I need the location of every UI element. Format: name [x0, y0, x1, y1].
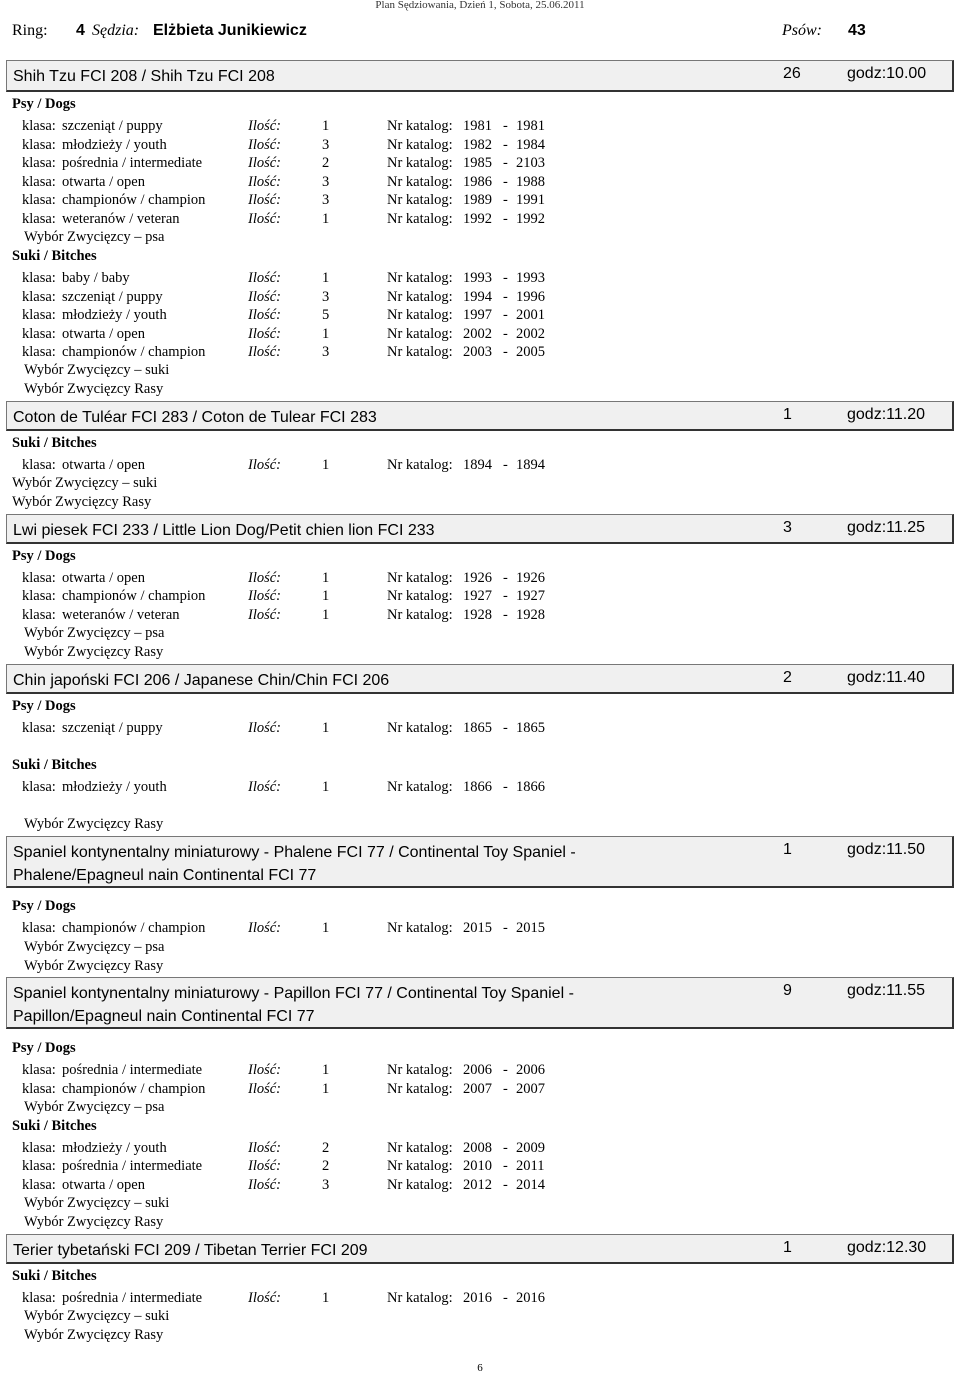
- quantity-label: Ilość:: [248, 211, 282, 227]
- sex-group-heading: Psy / Dogs: [12, 1040, 76, 1056]
- quantity-value: 1: [322, 211, 330, 227]
- klasa-label: klasa:: [22, 289, 56, 305]
- breed-time: godz:11.20: [847, 406, 925, 423]
- catalog-dash: -: [503, 1177, 508, 1193]
- document-title: Plan Sędziowania, Dzień 1, Sobota, 25.06.2011: [375, 0, 585, 11]
- quantity-value: 2: [322, 1140, 330, 1156]
- catalog-to: 2002: [516, 326, 545, 342]
- catalog-to: 1981: [516, 118, 545, 134]
- breed-dog-count: 1: [783, 841, 792, 858]
- klasa-label: klasa:: [22, 920, 56, 936]
- catalog-dash: -: [503, 192, 508, 208]
- catalog-from: 2012: [463, 1177, 492, 1193]
- catalog-from: 1866: [463, 779, 492, 795]
- quantity-value: 5: [322, 307, 330, 323]
- class-name: championów / champion: [62, 588, 206, 604]
- catalog-to: 1926: [516, 570, 545, 586]
- klasa-label: klasa:: [22, 1290, 56, 1306]
- catalog-dash: -: [503, 1290, 508, 1306]
- ring-label: Ring:: [12, 22, 48, 39]
- catalog-label: Nr katalog:: [387, 344, 453, 360]
- class-name: pośrednia / intermediate: [62, 1158, 203, 1174]
- quantity-label: Ilość:: [248, 720, 282, 736]
- catalog-from: 1927: [463, 588, 492, 604]
- breed-dog-count: 1: [783, 1239, 792, 1256]
- quantity-value: 3: [322, 344, 330, 360]
- catalog-to: 2016: [516, 1290, 545, 1306]
- class-name: pośrednia / intermediate: [62, 155, 203, 171]
- class-name: szczeniąt / puppy: [62, 720, 163, 736]
- quantity-value: 1: [322, 270, 330, 286]
- class-name: otwarta / open: [62, 1177, 145, 1193]
- quantity-value: 1: [322, 570, 330, 586]
- quantity-label: Ilość:: [248, 1158, 282, 1174]
- catalog-to: 1993: [516, 270, 545, 286]
- catalog-label: Nr katalog:: [387, 570, 453, 586]
- breed-header: [6, 401, 954, 431]
- class-name: weteranów / veteran: [62, 607, 180, 623]
- class-name: młodzieży / youth: [62, 1140, 167, 1156]
- winner-selection: Wybór Zwycięzcy Rasy: [24, 1327, 164, 1343]
- sex-group-heading: Suki / Bitches: [12, 757, 97, 773]
- sex-group-heading: Psy / Dogs: [12, 548, 76, 564]
- quantity-value: 1: [322, 118, 330, 134]
- judge-label: Sędzia:: [92, 22, 140, 39]
- catalog-dash: -: [503, 118, 508, 134]
- klasa-label: klasa:: [22, 720, 56, 736]
- quantity-label: Ilość:: [248, 192, 282, 208]
- winner-selection: Wybór Zwycięzcy Rasy: [24, 958, 164, 974]
- catalog-from: 2010: [463, 1158, 492, 1174]
- catalog-from: 1865: [463, 720, 492, 736]
- class-name: baby / baby: [62, 270, 130, 286]
- page-header: [12, 18, 952, 46]
- class-name: szczeniąt / puppy: [62, 118, 163, 134]
- sex-group-heading: Suki / Bitches: [12, 248, 97, 264]
- catalog-label: Nr katalog:: [387, 1140, 453, 1156]
- klasa-label: klasa:: [22, 1158, 56, 1174]
- catalog-to: 1928: [516, 607, 545, 623]
- catalog-to: 2015: [516, 920, 545, 936]
- catalog-label: Nr katalog:: [387, 1081, 453, 1097]
- catalog-to: 2011: [516, 1158, 545, 1174]
- catalog-dash: -: [503, 326, 508, 342]
- quantity-label: Ilość:: [248, 118, 282, 134]
- quantity-label: Ilość:: [248, 307, 282, 323]
- catalog-from: 1992: [463, 211, 492, 227]
- catalog-dash: -: [503, 588, 508, 604]
- winner-selection: Wybór Zwycięzcy Rasy: [24, 816, 164, 832]
- class-name: championów / champion: [62, 1081, 206, 1097]
- quantity-label: Ilość:: [248, 270, 282, 286]
- catalog-label: Nr katalog:: [387, 137, 453, 153]
- klasa-label: klasa:: [22, 211, 56, 227]
- klasa-label: klasa:: [22, 1081, 56, 1097]
- winner-selection: Wybór Zwycięzcy – suki: [24, 362, 170, 378]
- klasa-label: klasa:: [22, 307, 56, 323]
- breed-name: Shih Tzu FCI 208 / Shih Tzu FCI 208: [13, 68, 275, 85]
- catalog-from: 1989: [463, 192, 492, 208]
- catalog-dash: -: [503, 920, 508, 936]
- klasa-label: klasa:: [22, 174, 56, 190]
- catalog-label: Nr katalog:: [387, 1158, 453, 1174]
- quantity-label: Ilość:: [248, 326, 282, 342]
- catalog-dash: -: [503, 457, 508, 473]
- class-name: championów / champion: [62, 192, 206, 208]
- catalog-dash: -: [503, 1081, 508, 1097]
- catalog-to: 1996: [516, 289, 545, 305]
- sex-group-heading: Psy / Dogs: [12, 898, 76, 914]
- breed-header: [6, 1234, 954, 1264]
- breed-time: godz:10.00: [847, 65, 927, 82]
- catalog-from: 2003: [463, 344, 492, 360]
- breed-time: godz:11.50: [847, 841, 925, 858]
- class-name: młodzieży / youth: [62, 137, 167, 153]
- catalog-to: 1927: [516, 588, 545, 604]
- sex-group-heading: Suki / Bitches: [12, 435, 97, 451]
- catalog-label: Nr katalog:: [387, 1062, 453, 1078]
- catalog-label: Nr katalog:: [387, 155, 453, 171]
- catalog-dash: -: [503, 344, 508, 360]
- klasa-label: klasa:: [22, 457, 56, 473]
- klasa-label: klasa:: [22, 1140, 56, 1156]
- quantity-value: 2: [322, 155, 330, 171]
- winner-selection: Wybór Zwycięzcy Rasy: [12, 494, 152, 510]
- breed-time: godz:11.55: [847, 982, 925, 999]
- catalog-to: 2005: [516, 344, 545, 360]
- catalog-to: 1992: [516, 211, 545, 227]
- breed-name: Spaniel kontynentalny miniaturowy - Papillon FCI 77 / Continental Toy Spaniel - Papillon/Epagneul nain Continental FCI 77: [13, 985, 574, 1025]
- class-name: pośrednia / intermediate: [62, 1290, 203, 1306]
- klasa-label: klasa:: [22, 137, 56, 153]
- sex-group-heading: Suki / Bitches: [12, 1118, 97, 1134]
- catalog-to: 2014: [516, 1177, 545, 1193]
- dogs-count: 43: [848, 22, 866, 39]
- quantity-label: Ilość:: [248, 1140, 282, 1156]
- winner-selection: Wybór Zwycięzcy – suki: [12, 475, 158, 491]
- class-name: młodzieży / youth: [62, 307, 167, 323]
- catalog-to: 1991: [516, 192, 545, 208]
- breed-name: Terier tybetański FCI 209 / Tibetan Terrier FCI 209: [13, 1242, 368, 1259]
- quantity-label: Ilość:: [248, 1290, 282, 1306]
- klasa-label: klasa:: [22, 326, 56, 342]
- breed-header: [6, 514, 954, 544]
- quantity-label: Ilość:: [248, 137, 282, 153]
- catalog-label: Nr katalog:: [387, 720, 453, 736]
- breed-time: godz:12.30: [847, 1239, 927, 1256]
- klasa-label: klasa:: [22, 1062, 56, 1078]
- quantity-value: 1: [322, 607, 330, 623]
- catalog-from: 1926: [463, 570, 492, 586]
- catalog-label: Nr katalog:: [387, 920, 453, 936]
- quantity-value: 3: [322, 289, 330, 305]
- klasa-label: klasa:: [22, 570, 56, 586]
- winner-selection: Wybór Zwycięzcy Rasy: [24, 1214, 164, 1230]
- catalog-from: 1994: [463, 289, 492, 305]
- breed-time: godz:11.40: [847, 669, 925, 686]
- winner-selection: Wybór Zwycięzcy – psa: [24, 1099, 165, 1115]
- judge-name: Elżbieta Junikiewicz: [153, 22, 307, 39]
- class-name: otwarta / open: [62, 326, 145, 342]
- winner-selection: Wybór Zwycięzcy – suki: [24, 1195, 170, 1211]
- class-name: otwarta / open: [62, 570, 145, 586]
- catalog-to: 1894: [516, 457, 545, 473]
- catalog-from: 1993: [463, 270, 492, 286]
- catalog-to: 1865: [516, 720, 545, 736]
- catalog-dash: -: [503, 570, 508, 586]
- quantity-value: 1: [322, 920, 330, 936]
- catalog-to: 1984: [516, 137, 545, 153]
- catalog-to: 1988: [516, 174, 545, 190]
- quantity-value: 1: [322, 326, 330, 342]
- catalog-from: 1894: [463, 457, 492, 473]
- class-name: otwarta / open: [62, 174, 145, 190]
- quantity-label: Ilość:: [248, 344, 282, 360]
- catalog-label: Nr katalog:: [387, 326, 453, 342]
- class-name: młodzieży / youth: [62, 779, 167, 795]
- quantity-value: 3: [322, 1177, 330, 1193]
- class-name: championów / champion: [62, 920, 206, 936]
- klasa-label: klasa:: [22, 155, 56, 171]
- quantity-label: Ilość:: [248, 1062, 282, 1078]
- quantity-label: Ilość:: [248, 570, 282, 586]
- quantity-value: 1: [322, 720, 330, 736]
- quantity-value: 3: [322, 174, 330, 190]
- klasa-label: klasa:: [22, 588, 56, 604]
- breed-name: Lwi piesek FCI 233 / Little Lion Dog/Petit chien lion FCI 233: [13, 522, 435, 539]
- quantity-label: Ilość:: [248, 174, 282, 190]
- breed-time: godz:11.25: [847, 519, 925, 536]
- catalog-label: Nr katalog:: [387, 211, 453, 227]
- catalog-to: 2103: [516, 155, 545, 171]
- breed-name: Spaniel kontynentalny miniaturowy - Phalene FCI 77 / Continental Toy Spaniel - Phalene/Epagneul nain Continental FCI 77: [13, 844, 576, 884]
- klasa-label: klasa:: [22, 192, 56, 208]
- breed-dog-count: 2: [783, 669, 792, 686]
- quantity-label: Ilość:: [248, 779, 282, 795]
- quantity-value: 3: [322, 137, 330, 153]
- quantity-value: 1: [322, 457, 330, 473]
- quantity-label: Ilość:: [248, 457, 282, 473]
- catalog-label: Nr katalog:: [387, 779, 453, 795]
- catalog-dash: -: [503, 174, 508, 190]
- catalog-dash: -: [503, 270, 508, 286]
- sex-group-heading: Psy / Dogs: [12, 96, 76, 112]
- quantity-label: Ilość:: [248, 607, 282, 623]
- quantity-value: 1: [322, 588, 330, 604]
- catalog-to: 2009: [516, 1140, 545, 1156]
- quantity-label: Ilość:: [248, 1177, 282, 1193]
- breed-dog-count: 26: [783, 65, 801, 82]
- klasa-label: klasa:: [22, 344, 56, 360]
- quantity-label: Ilość:: [248, 920, 282, 936]
- catalog-to: 2001: [516, 307, 545, 323]
- sex-group-heading: Suki / Bitches: [12, 1268, 97, 1284]
- klasa-label: klasa:: [22, 270, 56, 286]
- quantity-label: Ilość:: [248, 289, 282, 305]
- catalog-from: 1986: [463, 174, 492, 190]
- catalog-dash: -: [503, 779, 508, 795]
- catalog-label: Nr katalog:: [387, 588, 453, 604]
- catalog-from: 1982: [463, 137, 492, 153]
- catalog-label: Nr katalog:: [387, 118, 453, 134]
- dogs-label: Psów:: [782, 22, 822, 39]
- catalog-dash: -: [503, 211, 508, 227]
- ring-number: 4: [76, 22, 85, 39]
- winner-selection: Wybór Zwycięzcy – psa: [24, 229, 165, 245]
- quantity-label: Ilość:: [248, 1081, 282, 1097]
- catalog-dash: -: [503, 720, 508, 736]
- breed-dog-count: 1: [783, 406, 792, 423]
- quantity-value: 1: [322, 1062, 330, 1078]
- catalog-from: 2007: [463, 1081, 492, 1097]
- catalog-dash: -: [503, 289, 508, 305]
- klasa-label: klasa:: [22, 779, 56, 795]
- breed-header: [6, 836, 954, 888]
- catalog-label: Nr katalog:: [387, 1177, 453, 1193]
- page-number: 6: [477, 1362, 483, 1374]
- catalog-dash: -: [503, 307, 508, 323]
- breed-header: [6, 60, 954, 92]
- class-name: otwarta / open: [62, 457, 145, 473]
- winner-selection: Wybór Zwycięzcy – psa: [24, 625, 165, 641]
- catalog-dash: -: [503, 607, 508, 623]
- catalog-label: Nr katalog:: [387, 307, 453, 323]
- catalog-label: Nr katalog:: [387, 457, 453, 473]
- klasa-label: klasa:: [22, 1177, 56, 1193]
- klasa-label: klasa:: [22, 607, 56, 623]
- catalog-label: Nr katalog:: [387, 1290, 453, 1306]
- winner-selection: Wybór Zwycięzcy Rasy: [24, 381, 164, 397]
- breed-dog-count: 9: [783, 982, 792, 999]
- catalog-from: 2015: [463, 920, 492, 936]
- catalog-from: 1997: [463, 307, 492, 323]
- quantity-value: 1: [322, 1081, 330, 1097]
- catalog-dash: -: [503, 1062, 508, 1078]
- catalog-label: Nr katalog:: [387, 289, 453, 305]
- catalog-to: 2006: [516, 1062, 545, 1078]
- catalog-from: 1928: [463, 607, 492, 623]
- catalog-from: 2008: [463, 1140, 492, 1156]
- catalog-from: 1985: [463, 155, 492, 171]
- catalog-to: 2007: [516, 1081, 545, 1097]
- quantity-value: 3: [322, 192, 330, 208]
- winner-selection: Wybór Zwycięzcy Rasy: [24, 644, 164, 660]
- sex-group-heading: Psy / Dogs: [12, 698, 76, 714]
- quantity-value: 1: [322, 779, 330, 795]
- breed-name: Coton de Tuléar FCI 283 / Coton de Tulear FCI 283: [13, 409, 377, 426]
- quantity-value: 2: [322, 1158, 330, 1174]
- catalog-from: 2006: [463, 1062, 492, 1078]
- breed-name: Chin japoński FCI 206 / Japanese Chin/Chin FCI 206: [13, 672, 390, 689]
- catalog-from: 2016: [463, 1290, 492, 1306]
- catalog-label: Nr katalog:: [387, 192, 453, 208]
- breed-dog-count: 3: [783, 519, 792, 536]
- klasa-label: klasa:: [22, 118, 56, 134]
- catalog-label: Nr katalog:: [387, 174, 453, 190]
- catalog-dash: -: [503, 155, 508, 171]
- class-name: szczeniąt / puppy: [62, 289, 163, 305]
- quantity-value: 1: [322, 1290, 330, 1306]
- quantity-label: Ilość:: [248, 588, 282, 604]
- quantity-label: Ilość:: [248, 155, 282, 171]
- class-name: championów / champion: [62, 344, 206, 360]
- catalog-from: 2002: [463, 326, 492, 342]
- class-name: weteranów / veteran: [62, 211, 180, 227]
- catalog-from: 1981: [463, 118, 492, 134]
- catalog-dash: -: [503, 1140, 508, 1156]
- catalog-dash: -: [503, 137, 508, 153]
- class-name: pośrednia / intermediate: [62, 1062, 203, 1078]
- catalog-to: 1866: [516, 779, 545, 795]
- catalog-label: Nr katalog:: [387, 270, 453, 286]
- breed-header: [6, 977, 954, 1029]
- breed-header: [6, 664, 954, 694]
- catalog-label: Nr katalog:: [387, 607, 453, 623]
- catalog-dash: -: [503, 1158, 508, 1174]
- winner-selection: Wybór Zwycięzcy – suki: [24, 1308, 170, 1324]
- winner-selection: Wybór Zwycięzcy – psa: [24, 939, 165, 955]
